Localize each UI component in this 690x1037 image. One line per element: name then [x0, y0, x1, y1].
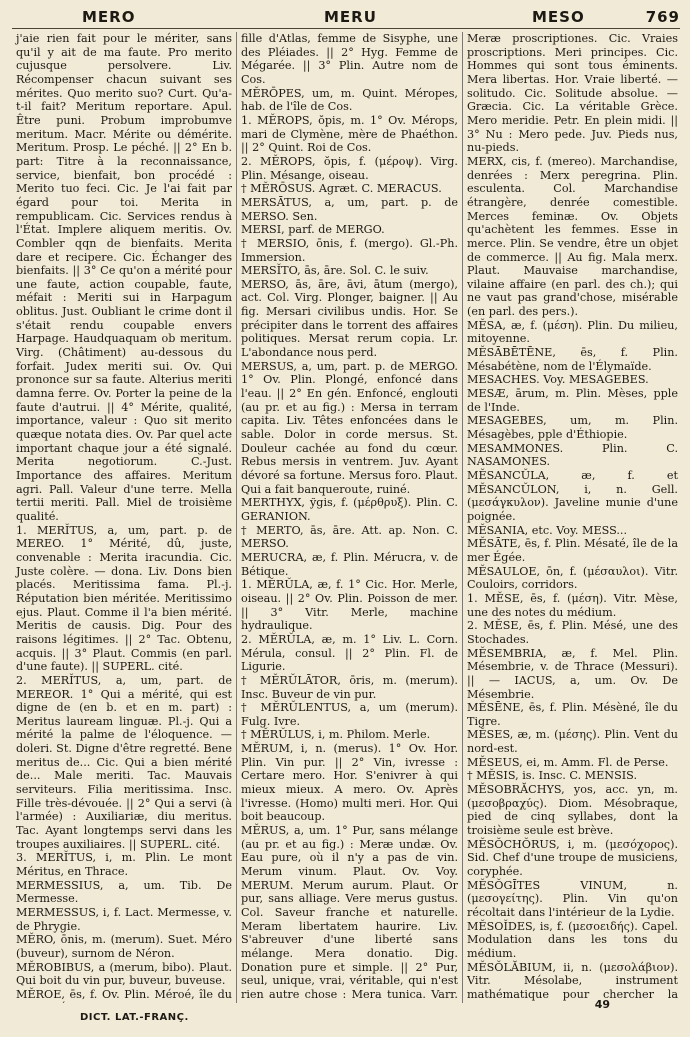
dictionary-entry: MESAMMONES. Plin. C. NASAMONES.	[467, 441, 678, 469]
dictionary-entry: † MĔRŌSUS. Agræt. C. MERACUS.	[241, 182, 442, 196]
printer-imprint: DICT. LAT.-FRANÇ.	[80, 1012, 189, 1023]
dictionary-entry: MĔSĒNE, ēs, f. Plin. Mésèné, île du Tigre.	[467, 701, 678, 728]
dictionary-entry: † MERSIO, ōnis, f. (mergo). Gl.-Ph. Immersion.	[241, 236, 458, 264]
dictionary-entry: 1. MĔRŬLA, æ, f. 1° Cic. Hor. Merle, oiseau. || 2° Ov. Plin. Poisson de mer. || 3° Vitr. Merle, machine hydraulique.	[241, 578, 458, 633]
dictionary-entry: MERSO, ās, āre, āvi, ātum (mergo), act. Col. Virg. Plonger, baigner. || Au fig. Mersari civilibus undis. Hor. Se précipiter dans le torrent des affaires politiques. Mersat rerum copia. Lr. L'abondance nous perd.	[241, 277, 458, 360]
dictionary-entry: MERUCRA, æ, f. Plin. Mérucra, v. de Bétique.	[241, 550, 458, 578]
dictionary-entry: MERSUS, a, um, part. p. de MERGO. 1° Ov. Plin. Plongé, enfoncé dans l'eau. || 2° En gén. Enfoncé, englouti (au pr. et au fig.) : Mersa in terram capita. Liv. Têtes enfoncées dans le sable. Dolor in corde mersus. St. Douleur cachée au fond du cœur. Rebus mersis in ventrem. Juv. Ayant dévoré sa fortune. Mersus foro. Plaut. Qui a fait banqueroute, ruiné.	[241, 359, 458, 496]
dictionary-entry: MĔSOBRĂCHYS, yos, acc. yn, m. (μεσοβραχύς). Diom. Mésobraque, pied de cinq syllabes, dont la troisième seule est brève.	[467, 783, 678, 838]
dictionary-entry: MĔSŎLĂBIUM, ii, n. (μεσολάβιον). Vitr. Mésolabe, instrument mathématique pour chercher la	[467, 960, 678, 1001]
dictionary-entry: MĔSEMBRIA, æ, f. Mel. Plin. Mésembrie, v. de Thrace (Messuri). || — IACUS, a, um. Ov. De Mésembrie.	[467, 646, 678, 701]
dictionary-entry: † MERTO, ās, āre. Att. ap. Non. C. MERSO.	[241, 523, 458, 551]
dictionary-entry: MESAGEBES, um, m. Plin. Mésagèbes, pple d'Éthiopie.	[467, 414, 678, 442]
column-left	[12, 32, 237, 1003]
signature-mark: 49	[594, 998, 610, 1011]
dictionary-entry: MERSĬTO, ās, āre. Sol. C. le suiv.	[241, 264, 429, 278]
dictionary-entry: MĔSA, æ, f. (μέση). Plin. Du milieu, mitoyenne.	[467, 318, 678, 346]
dictionary-entry: † MĔRŬLUS, i, m. Philom. Merle.	[241, 728, 431, 742]
column-right	[463, 32, 682, 1003]
dictionary-entry: 1. MĔSE, ēs, f. (μέση). Vitr. Mèse, une des notes du médium.	[467, 591, 678, 619]
dictionary-entry: MĔRUM, i, n. (merus). 1° Ov. Hor. Plin. Vin pur. || 2° Vin, ivresse : Certare mero. Hor. S'enivrer à qui mieux mieux. A mero. Ov. Après l'ivresse. (Homo) multi meri. Hor. Qui boit beaucoup.	[241, 742, 458, 824]
header-rule	[12, 28, 680, 29]
dictionary-entry: MĔRUS, a, um. 1° Pur, sans mélange (au pr. et au fig.) : Meræ undæ. Ov. Eau pure, où il n'y a pas de vin. Merum vinum. Plaut. Ov. Voy. MERUM. Merum aurum. Plaut. Or pur, sans alliage. Vere merus gustus. Col. Saveur franche et naturelle. Meram libertatem haurire. Liv. S'abreuver d'une liberté sans mélange. Mera donatio. Dig. Donation pure et simple. || 2° Pur, seul, unique, vrai, véritable, qui n'est rien autre chose : Mera tunica. Varr.	[241, 824, 458, 1001]
dictionary-entry: 2. MERĬTUS, a, um, part. de MEREOR. 1° Qui a mérité, qui est digne de (en b. et en m. part) : Meritus lauream linguæ. Pl.-j. Qui a mérité la palme de l'éloquence. — doleri. St. Digne d'être regretté. Bene meritus de... Cic. Qui a bien mérité de... Male meriti. Tac. Mauvais serviteurs. Filia meritissima. Insc. Fille très-dévouée. || 2° Qui a servi (à l'armée) : Auxiliariæ, diu meritus. Tac. Ayant longtemps servi dans les troupes auxiliaires. || SUPERL. cité.	[16, 673, 232, 851]
dictionary-entry: † MĔSIS, is. Insc. C. MENSIS.	[467, 769, 637, 783]
header-center-guide-word: MERU	[324, 8, 377, 26]
dictionary-entry: MĔSANCŬLA, æ, f. et MĔSANCŬLON, i, n. Gell. (μεσάγκυλον). Javeline munie d'une poignée.	[467, 469, 678, 523]
dictionary-entry: MĔSĀTE, ēs, f. Plin. Mésaté, île de la mer Égée.	[467, 537, 678, 564]
dictionary-entry: † MĔRŬLĀTOR, ōris, m. (merum). Insc. Buveur de vin pur.	[241, 673, 458, 701]
dictionary-entry: MĔSŎCHŎRUS, i, m. (μεσόχορος). Sid. Chef d'une troupe de musiciens, coryphée.	[467, 837, 678, 879]
dictionary-entry: MERTHYX, ўgis, f. (μέρθρυξ). Plin. C. GERANION.	[241, 496, 458, 523]
dictionary-entry: MERX, cis, f. (mereo). Marchandise, denrées : Merx peregrina. Plin. esculenta. Col. Marchandise étrangère, denrée comestible. Merces feminæ. Ov. Objets qu'achètent les femmes. Esse in merce. Plin. Se vendre, être un objet de commerce. || Au fig. Mala merx. Plaut. Mauvaise marchandise, vilaine affaire (en parl. des ch.); qui ne vaut pas grand'chose, misérable (en parl. des pers.).	[467, 154, 678, 319]
dictionary-entry: MERSĀTUS, a, um, part. p. de MERSO. Sen.	[241, 195, 458, 223]
dictionary-entry: 1. MERĬTUS, a, um, part. p. de MEREO. 1° Mérité, dû, juste, convenable : Merita iracundia. Cic. Juste colère. — dona. Liv. Dons bien placés. Meritissima fama. Pl.-j. Réputation bien méritée. Meritissimo ejus. Plaut. Comme il l'a bien mérité. Meritis de causis. Dig. Pour des raisons légitimes. || 2° Tac. Obtenu, acquis. || 3° Plaut. Commis (en parl. d'une faute). || SUPERL. cité.	[16, 523, 232, 674]
dictionary-entry: MĔSES, æ, m. (μέσης). Plin. Vent du nord-est.	[467, 728, 678, 756]
dictionary-entry: MĔROBIBUS, a (merum, bibo). Plaut. Qui boit du vin pur, buveur, buveuse.	[16, 960, 232, 988]
dictionary-entry: MĔSAULOE, ōn, f. (μέσαυλοι). Vitr. Couloirs, corridors.	[467, 564, 678, 592]
dictionary-entry: MESÆ, ārum, m. Plin. Mèses, pple de l'Inde.	[467, 387, 678, 414]
dictionary-entry: MĔROE, ēs, f. Ov. Plin. Méroé, île du	[16, 987, 232, 1001]
dictionary-entry: MĔSOĬDES, is, f. (μεσοειδής). Capel. Modulation dans les tons du médium.	[467, 919, 678, 960]
dictionary-entry: MĔSŎGĪTES VINUM, n. (μεσογείτης). Plin. Vin qu'on récoltait dans l'intérieur de la Lydie.	[467, 878, 678, 919]
dictionary-entry: j'aie rien fait pour le mériter, sans qu'il y ait de ma faute. Pro merito cujusque persolvere. Liv. Récompenser chacun suivant ses mérites. Quo merito suo? Curt. Qu'a-t-il fait? Meritum reportare. Apul. Être puni. Probum improbumve meritum. Macr. Mérite ou démérite. Meritum. Prosp. Le péché. || 2° En b. part: Titre à la reconnaissance, service, bienfait, bon procédé : Merito tuo feci. Cic. Je l'ai fait par égard pour toi. Merita in rempublicam. Cic. Services rendus à l'État. Implere aliquem meritis. Ov. Combler qqn de bienfaits. Merita dare et recipere. Cic. Échanger des bienfaits. || 3° Ce qu'on a mérité pour une faute, action coupable, faute, méfait : Meriti sui in Harpagum oblitus. Just. Oubliant le crime dont il s'était rendu coupable envers Harpage. Haudquaquam ob meritum. Virg. (Châtiment) au-dessous du forfait. Judex meriti sui. Ov. Qui prononce sur sa faute. Alterius meriti damna ferre. Ov. Porter la peine de la faute d'autrui. || 4° Mérite, qualité, importance, valeur : Quo sit merito quæque notata dies. Ov. Par quel acte important chaque jour a été signalé. Merita negotiorum. C.-Just. Importance des affaires. Meritum agri. Pall. Valeur d'une terre. Mella tertii meriti. Pall. Miel de troisième qualité.	[16, 32, 232, 523]
entry-columns	[12, 32, 682, 1003]
header-left-guide-word: MERO	[82, 8, 136, 26]
dictionary-entry: Meræ proscriptiones. Cic. Vraies proscriptions. Meri principes. Cic. Hommes qui sont tous éminents. Mera libertas. Hor. Vraie liberté. — solitudo. Cic. Solitude absolue. — Græcia. Cic. La véritable Grèce. Mero meridie. Petr. En plein midi. || 3° Nu : Mero pede. Juv. Pieds nus, nu-pieds.	[467, 32, 678, 155]
dictionary-entry: † MĔRŬLENTUS, a, um (merum). Fulg. Ivre.	[241, 701, 458, 728]
dictionary-entry: 3. MERĬTUS, i, m. Plin. Le mont Méritus, en Thrace.	[16, 851, 232, 879]
header-right-guide-word: MESO	[532, 8, 585, 26]
dictionary-entry: MERMESSIUS, a, um. Tib. De Mermesse.	[16, 878, 232, 906]
dictionary-entry: fille d'Atlas, femme de Sisyphe, une des Pléiades. || 2° Hyg. Femme de Mégarée. || 3° Plin. Autre nom de Cos.	[241, 32, 458, 86]
dictionary-entry: MERMESSUS, i, f. Lact. Mermesse, v. de Phrygie.	[16, 906, 232, 933]
dictionary-entry: 2. MĔRŬLA, æ, m. 1° Liv. L. Corn. Mérula, consul. || 2° Plin. Fl. de Ligurie.	[241, 632, 458, 674]
dictionary-entry: 1. MĔROPS, ŏpis, m. 1° Ov. Mérops, mari de Clymène, mère de Phaéthon. || 2° Quint. Roi de Cos.	[241, 113, 458, 155]
dictionary-entry: MĔSEUS, ei, m. Amm. Fl. de Perse.	[467, 755, 669, 769]
dictionary-entry: MĔRO, ōnis, m. (merum). Suet. Méro (buveur), surnom de Néron.	[16, 933, 232, 960]
dictionary-entry: MĔSĀBĒTĒNE, ēs, f. Plin. Mésabétène, nom de l'Élymaïde.	[467, 346, 678, 373]
dictionary-entry: MESACHES. Voy. MESAGEBES.	[467, 373, 649, 387]
dictionary-entry: 2. MĔROPS, ŏpis, f. (μέροψ). Virg. Plin. Mésange, oiseau.	[241, 154, 458, 182]
dictionary-entry: MĔRŌPES, um, m. Quint. Méropes, hab. de l'île de Cos.	[241, 86, 458, 114]
column-middle	[237, 32, 463, 1003]
dictionary-entry: MERSI, parf. de MERGO.	[241, 223, 385, 237]
dictionary-entry: MĔSANIA, etc. Voy. MESS...	[467, 523, 628, 537]
running-header	[12, 8, 680, 30]
dictionary-entry: 2. MĔSE, ēs, f. Plin. Mésé, une des Stochades.	[467, 619, 678, 646]
page-number: 769	[645, 8, 680, 26]
